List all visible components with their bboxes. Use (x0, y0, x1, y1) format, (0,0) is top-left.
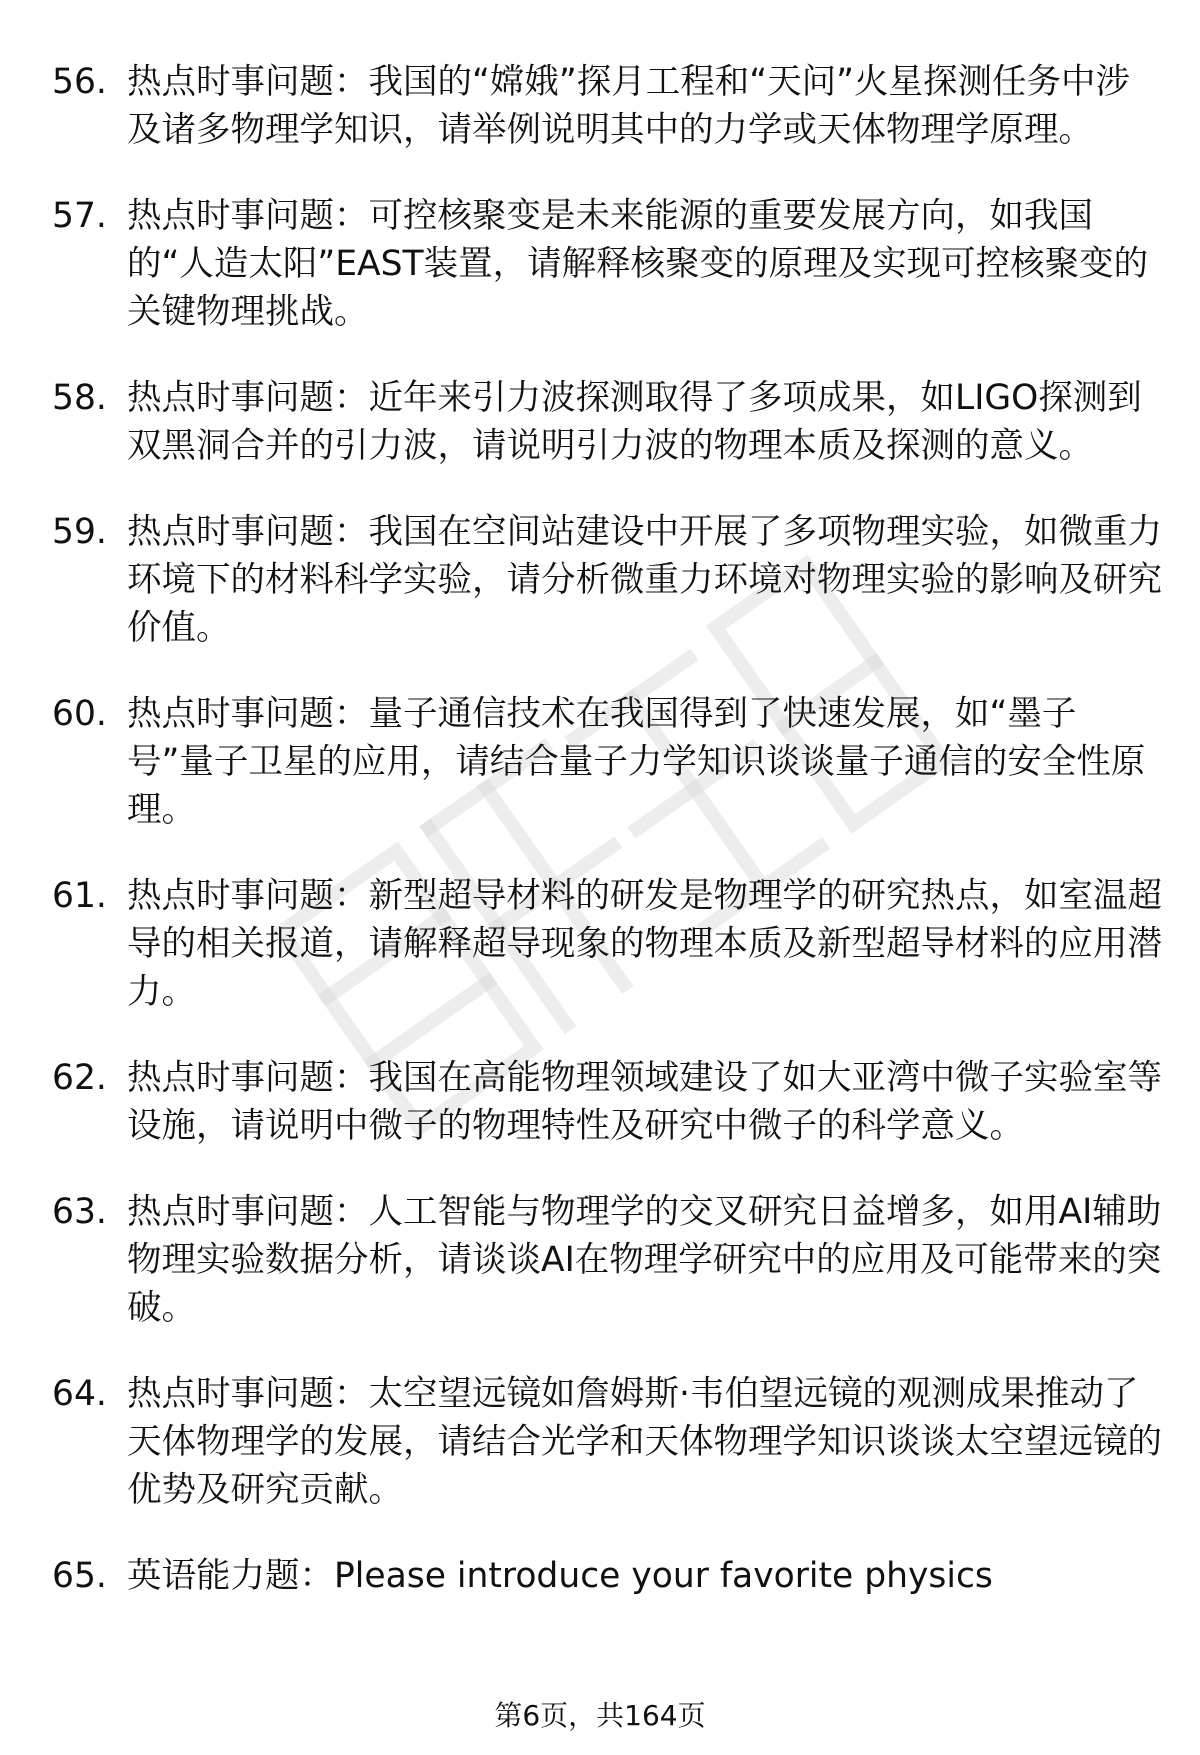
question-item (52, 1370, 1162, 1514)
question-text: 热点时事问题：我国在空间站建设中开展了多项物理实验，如微重力环境下的材料科学实验，请分析微重力环境对物理实验的影响及研究价值。 (127, 512, 1162, 648)
question-text: 热点时事问题：人工智能与物理学的交叉研究日益增多，如用AI辅助物理实验数据分析，请谈谈AI在物理学研究中的应用及可能带来的突破。 (127, 1192, 1162, 1328)
question-list (52, 58, 1162, 1638)
question-text: 热点时事问题：新型超导材料的研发是物理学的研究热点，如室温超导的相关报道，请解释超导现象的物理本质及新型超导材料的应用潜力。 (127, 876, 1162, 1012)
question-item (52, 872, 1162, 1016)
question-item (52, 508, 1162, 652)
question-number: 64. (52, 1374, 107, 1414)
question-text: 热点时事问题：我国在高能物理领域建设了如大亚湾中微子实验室等设施，请说明中微子的物理特性及研究中微子的科学意义。 (127, 1058, 1162, 1146)
question-text: 英语能力题：Please introduce your favorite physics (127, 1556, 993, 1596)
question-item (52, 58, 1162, 154)
question-item (52, 690, 1162, 834)
question-number: 63. (52, 1192, 107, 1232)
question-number: 62. (52, 1058, 107, 1098)
question-text: 热点时事问题：近年来引力波探测取得了多项成果，如LIGO探测到双黑洞合并的引力波，请说明引力波的物理本质及探测的意义。 (127, 378, 1142, 466)
question-text: 热点时事问题：太空望远镜如詹姆斯·韦伯望远镜的观测成果推动了天体物理学的发展，请结合光学和天体物理学知识谈谈太空望远镜的优势及研究贡献。 (127, 1374, 1162, 1510)
question-item (52, 374, 1162, 470)
question-item (52, 1054, 1162, 1150)
question-number: 65. (52, 1556, 107, 1596)
question-number: 60. (52, 694, 107, 734)
question-item (52, 1552, 1162, 1600)
question-number: 56. (52, 62, 107, 102)
question-text: 热点时事问题：可控核聚变是未来能源的重要发展方向，如我国的“人造太阳”EAST装置，请解释核聚变的原理及实现可控核聚变的关键物理挑战。 (127, 196, 1149, 332)
question-text: 热点时事问题：我国的“嫦娥”探月工程和“天问”火星探测任务中涉及诸多物理学知识，请举例说明其中的力学或天体物理学原理。 (127, 62, 1130, 150)
question-item (52, 1188, 1162, 1332)
question-item (52, 192, 1162, 336)
page-footer: 第6页，共164页 (494, 1699, 706, 1732)
question-number: 61. (52, 876, 107, 916)
question-text: 热点时事问题：量子通信技术在我国得到了快速发展，如“墨子号”量子卫星的应用，请结合量子力学知识谈谈量子通信的安全性原理。 (127, 694, 1146, 830)
question-number: 58. (52, 378, 107, 418)
question-number: 59. (52, 512, 107, 552)
question-number: 57. (52, 196, 107, 236)
